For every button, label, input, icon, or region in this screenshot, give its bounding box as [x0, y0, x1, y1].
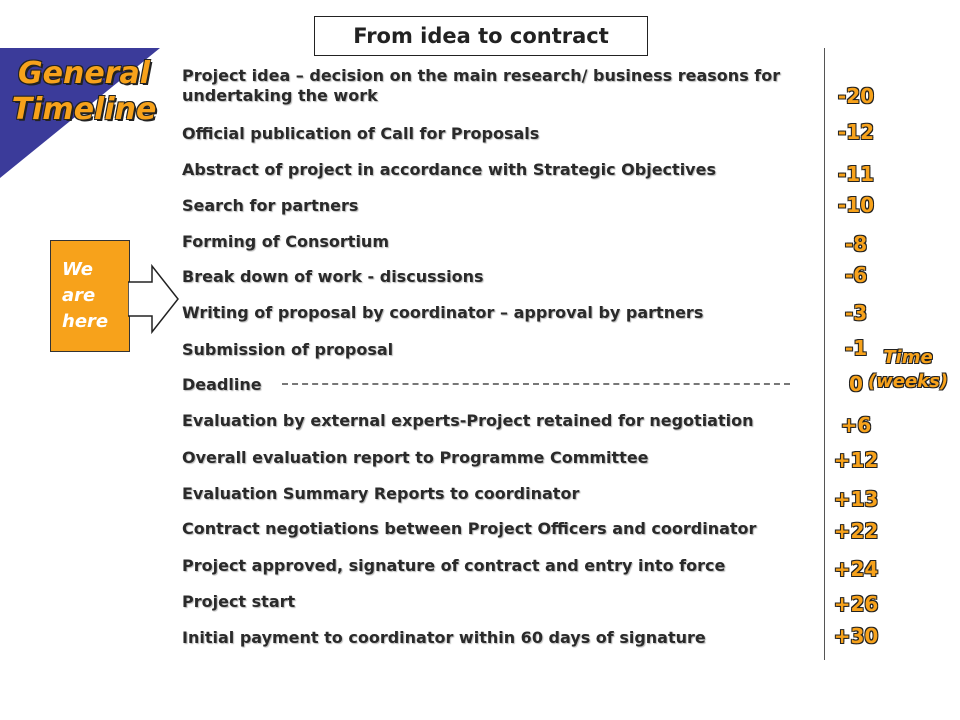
step-label: Official publication of Call for Proposals [182, 124, 540, 143]
week-value: -20 [837, 84, 875, 108]
step-label: Evaluation Summary Reports to coordinator [182, 484, 580, 503]
axis-label-line2: (weeks) [867, 371, 949, 392]
marker-line1: We [62, 259, 93, 280]
week-value: -3 [844, 301, 868, 325]
step-label: Evaluation by external experts-Project retained for negotiation [182, 411, 754, 430]
step-label: Search for partners [182, 196, 359, 215]
marker-line3: here [62, 311, 109, 332]
week-value: +12 [833, 448, 879, 472]
step-label: Submission of proposal [182, 340, 394, 359]
week-value: +13 [833, 487, 879, 511]
divider-line [824, 48, 825, 660]
side-title [4, 56, 164, 128]
step-label: Forming of Consortium [182, 232, 389, 251]
step-label: Project approved, signature of contract and entry into force [182, 556, 726, 575]
step-label: Writing of proposal by coordinator – approval by partners [182, 303, 704, 322]
week-value: -10 [837, 193, 875, 217]
week-value: +22 [833, 519, 879, 543]
week-value: +30 [833, 624, 879, 648]
step-label: Project start [182, 592, 296, 611]
step-label: Contract negotiations between Project Officers and coordinator [182, 519, 757, 538]
week-value: -6 [844, 263, 868, 287]
step-label: Overall evaluation report to Programme Committee [182, 448, 649, 467]
week-value: 0 [849, 372, 863, 396]
week-value: -1 [844, 336, 868, 360]
step-label: Break down of work - discussions [182, 267, 484, 286]
header-title: From idea to contract [314, 16, 648, 56]
axis-label-line1: Time [883, 347, 933, 368]
step-label: Abstract of project in accordance with Strategic Objectives [182, 160, 716, 179]
pointer-arrow-icon [128, 264, 180, 334]
week-value: +24 [833, 557, 879, 581]
side-title-line2: Timeline [11, 92, 157, 127]
step-label-deadline: Deadline [182, 375, 262, 394]
week-value: -8 [844, 232, 868, 256]
step-label: Project idea – decision on the main research/ business reasons for undertaking the work [182, 66, 781, 105]
step-label: Initial payment to coordinator within 60 days of signature [182, 628, 706, 647]
week-value: -11 [837, 162, 875, 186]
week-value: +6 [840, 413, 872, 437]
we-are-here-marker [50, 240, 130, 352]
deadline-dashed-line [282, 383, 790, 385]
week-value: -12 [837, 120, 875, 144]
marker-line2: are [62, 285, 96, 306]
side-title-line1: General [18, 56, 150, 91]
week-value: +26 [833, 592, 879, 616]
